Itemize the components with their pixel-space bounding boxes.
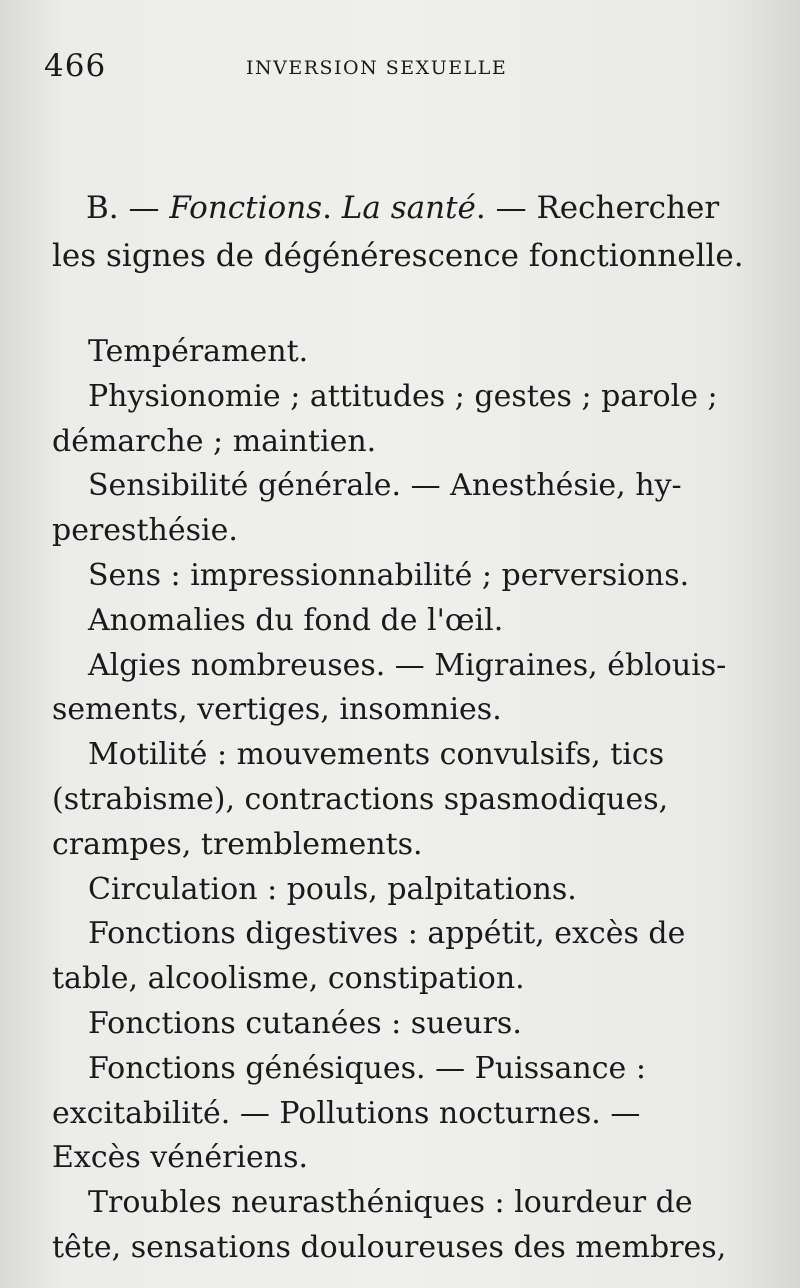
- section-subtitle: La santé: [341, 190, 476, 226]
- text-line: Motilité : mouvements convulsifs, tics: [88, 737, 665, 773]
- text-line: tête, sensations douloureuses des membres,: [52, 1229, 727, 1265]
- text-line: excitabilité. — Pollutions nocturnes. —: [52, 1095, 641, 1131]
- text-line: peresthésie.: [52, 513, 238, 549]
- entry-paragraph: [52, 912, 752, 1002]
- text-line: Sens : impressionnabilité ; perversions.: [88, 557, 690, 593]
- text-line: Physionomie ; attitudes ; gestes ; parole ;: [88, 378, 718, 414]
- entry-paragraph: [52, 464, 752, 554]
- text-line: Algies nombreuses. — Migraines, éblouis-: [88, 647, 727, 683]
- entry-list: [52, 330, 752, 1271]
- text-line: (strabisme), contractions spasmodiques,: [52, 781, 669, 817]
- text-line: Troubles neurasthéniques : lourdeur de: [88, 1185, 693, 1221]
- text-line: Fonctions génésiques. — Puissance :: [88, 1050, 646, 1086]
- text-line: Circulation : pouls, palpitations.: [88, 871, 577, 907]
- section-heading-line-1: B. — Fonctions. La santé. — Rechercher: [86, 190, 720, 226]
- section-heading: [52, 184, 752, 280]
- entry-paragraph: [52, 868, 752, 913]
- section-label: B.: [86, 190, 119, 226]
- text-line: crampes, tremblements.: [52, 826, 423, 862]
- entry-paragraph: [52, 1002, 752, 1047]
- page-number: 466: [44, 48, 107, 84]
- text-line: démarche ; maintien.: [52, 423, 377, 459]
- section-dash: —: [128, 190, 160, 226]
- text-line: table, alcoolisme, constipation.: [52, 961, 525, 997]
- text-line: Fonctions cutanées : sueurs.: [88, 1005, 522, 1041]
- text-line: Excès vénériens.: [52, 1140, 309, 1176]
- entry-paragraph: [52, 644, 752, 734]
- entry-paragraph: [52, 733, 752, 867]
- text-line: Tempérament.: [88, 334, 309, 369]
- text-line: Fonctions digestives : appétit, excès de: [88, 916, 686, 952]
- section-instruction: — Rechercher: [495, 190, 720, 226]
- running-title: INVERSION SEXUELLE: [246, 57, 508, 79]
- text-line: Anomalies du fond de l'œil.: [88, 602, 504, 638]
- section-title: Fonctions: [169, 190, 323, 226]
- entry-paragraph: [52, 1181, 752, 1271]
- text-line: Sensibilité générale. — Anesthésie, hy-: [88, 468, 682, 504]
- entry-paragraph: [52, 330, 752, 375]
- entry-paragraph: [52, 375, 752, 465]
- entry-paragraph: [52, 599, 752, 644]
- entry-paragraph: [52, 1047, 752, 1181]
- text-line: sements, vertiges, insomnies.: [52, 692, 502, 728]
- entry-paragraph: [52, 554, 752, 599]
- running-header: [44, 48, 744, 88]
- section-heading-line-2: les signes de dégénérescence fonctionnelle.: [52, 238, 744, 274]
